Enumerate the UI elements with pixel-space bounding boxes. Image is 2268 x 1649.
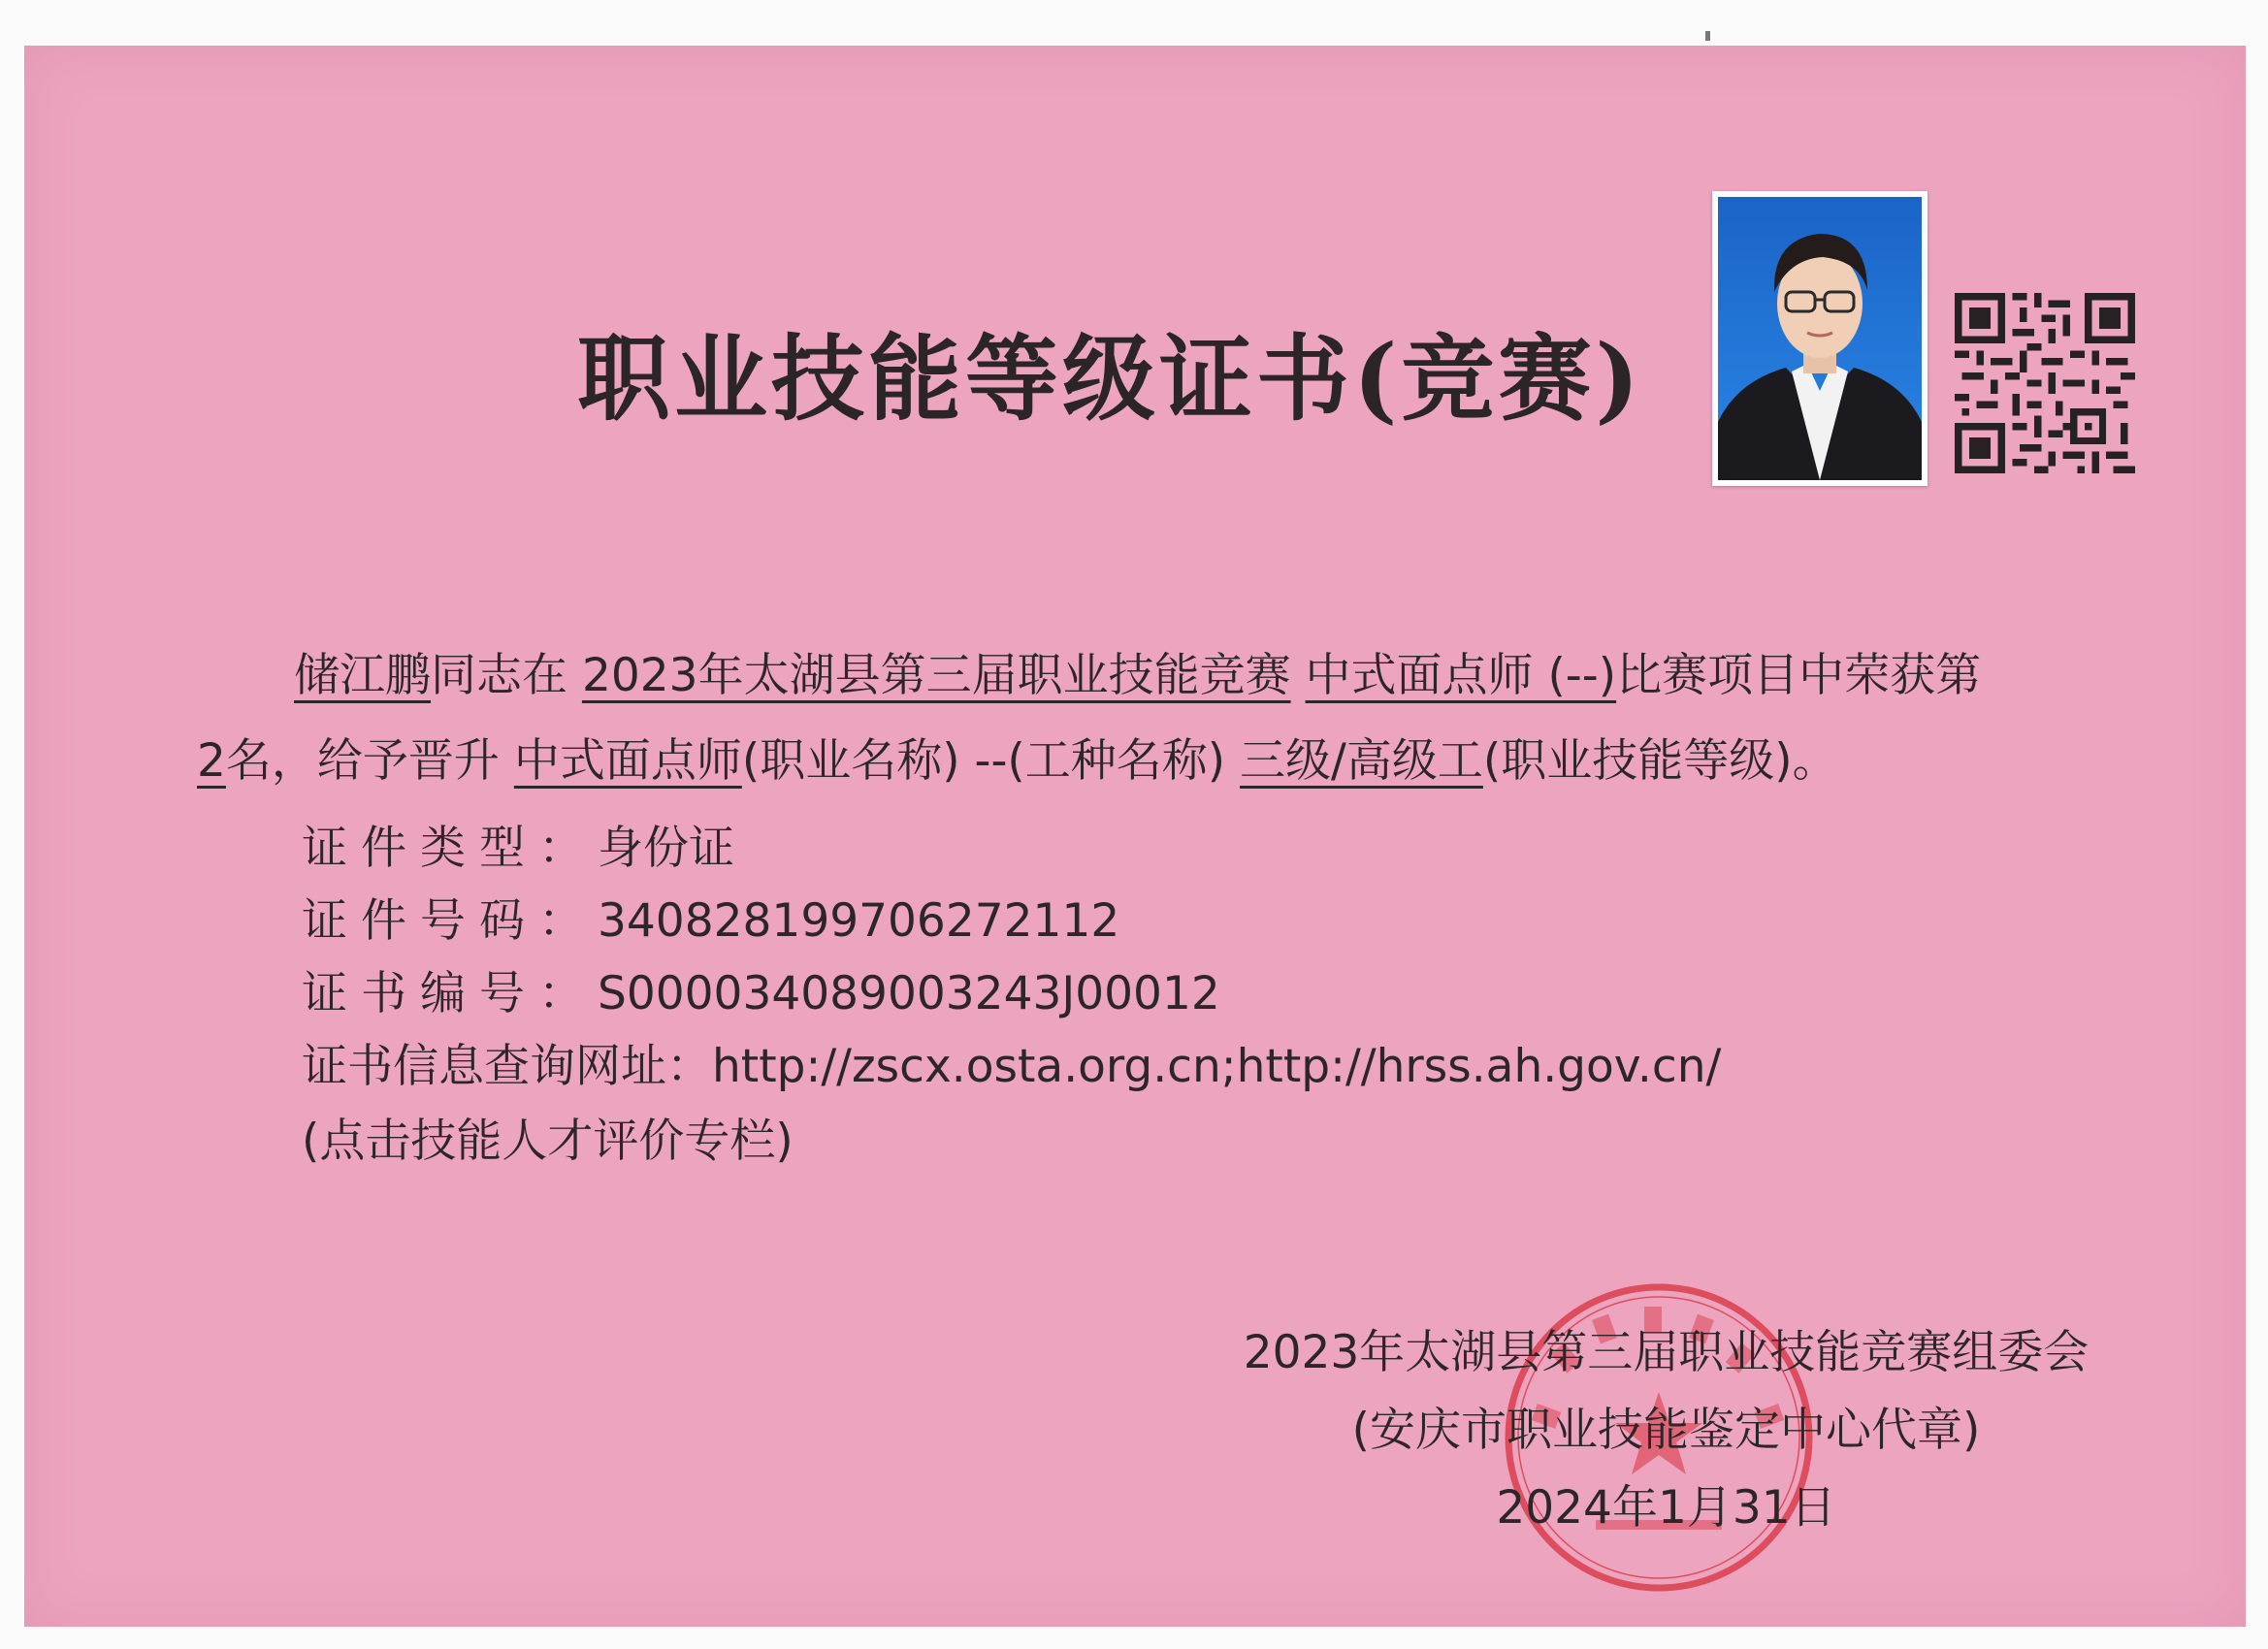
text-in: 同志在 — [431, 649, 567, 702]
id-number-label: 证件号码： — [302, 894, 598, 948]
trade-note: (工种名称) — [1007, 734, 1226, 788]
issue-date: 2024年1月31日 — [1496, 1481, 1836, 1535]
holder-name: 储江鹏 — [294, 649, 431, 702]
query-hint: (点击技能人才评价专栏) — [302, 1115, 794, 1168]
id-type-label: 证件类型： — [302, 822, 598, 875]
query-url: http://zscx.osta.org.cn;http://hrss.ah.gov.cn/ — [712, 1040, 1722, 1093]
trade-name: -- — [959, 734, 1008, 788]
query-url-row — [302, 1030, 1721, 1095]
scan-speck — [1705, 31, 1710, 41]
certificate-title: 职业技能等级证书(竞赛) — [577, 324, 1643, 434]
certificate-sheet — [24, 46, 2246, 1627]
id-type-value: 身份证 — [598, 822, 734, 875]
text-promote: 名，给予晋升 — [225, 734, 500, 788]
cert-number-value: S000034089003243J00012 — [598, 967, 1220, 1020]
award-line-2 — [197, 725, 1838, 790]
seal-note: (安庆市职业技能鉴定中心代章) — [1351, 1404, 1981, 1457]
occupation-name: 中式面点师 — [513, 734, 742, 788]
rank-value: 2 — [197, 734, 226, 788]
cert-number-row — [302, 957, 1220, 1022]
holder-photo — [1712, 191, 1928, 486]
level-note: (职业技能等级)。 — [1482, 734, 1838, 788]
occupation-note: (职业名称) — [741, 734, 960, 788]
text-award: 比赛项目中荣获第 — [1616, 649, 1982, 702]
qr-code — [1955, 293, 2135, 473]
skill-level: 三级/高级工 — [1240, 734, 1483, 788]
competition-name: 2023年太湖县第三届职业技能竞赛 — [581, 649, 1291, 702]
event-name: 中式面点师 (--) — [1305, 649, 1617, 702]
cert-number-label: 证书编号： — [302, 967, 598, 1020]
award-line-1 — [294, 639, 1981, 704]
organizer-name: 2023年太湖县第三届职业技能竞赛组委会 — [1243, 1326, 2090, 1379]
query-label: 证书信息查询网址： — [302, 1040, 712, 1093]
id-type-row — [302, 812, 734, 877]
id-number-row — [302, 885, 1119, 950]
id-number-value: 340828199706272112 — [598, 894, 1120, 948]
